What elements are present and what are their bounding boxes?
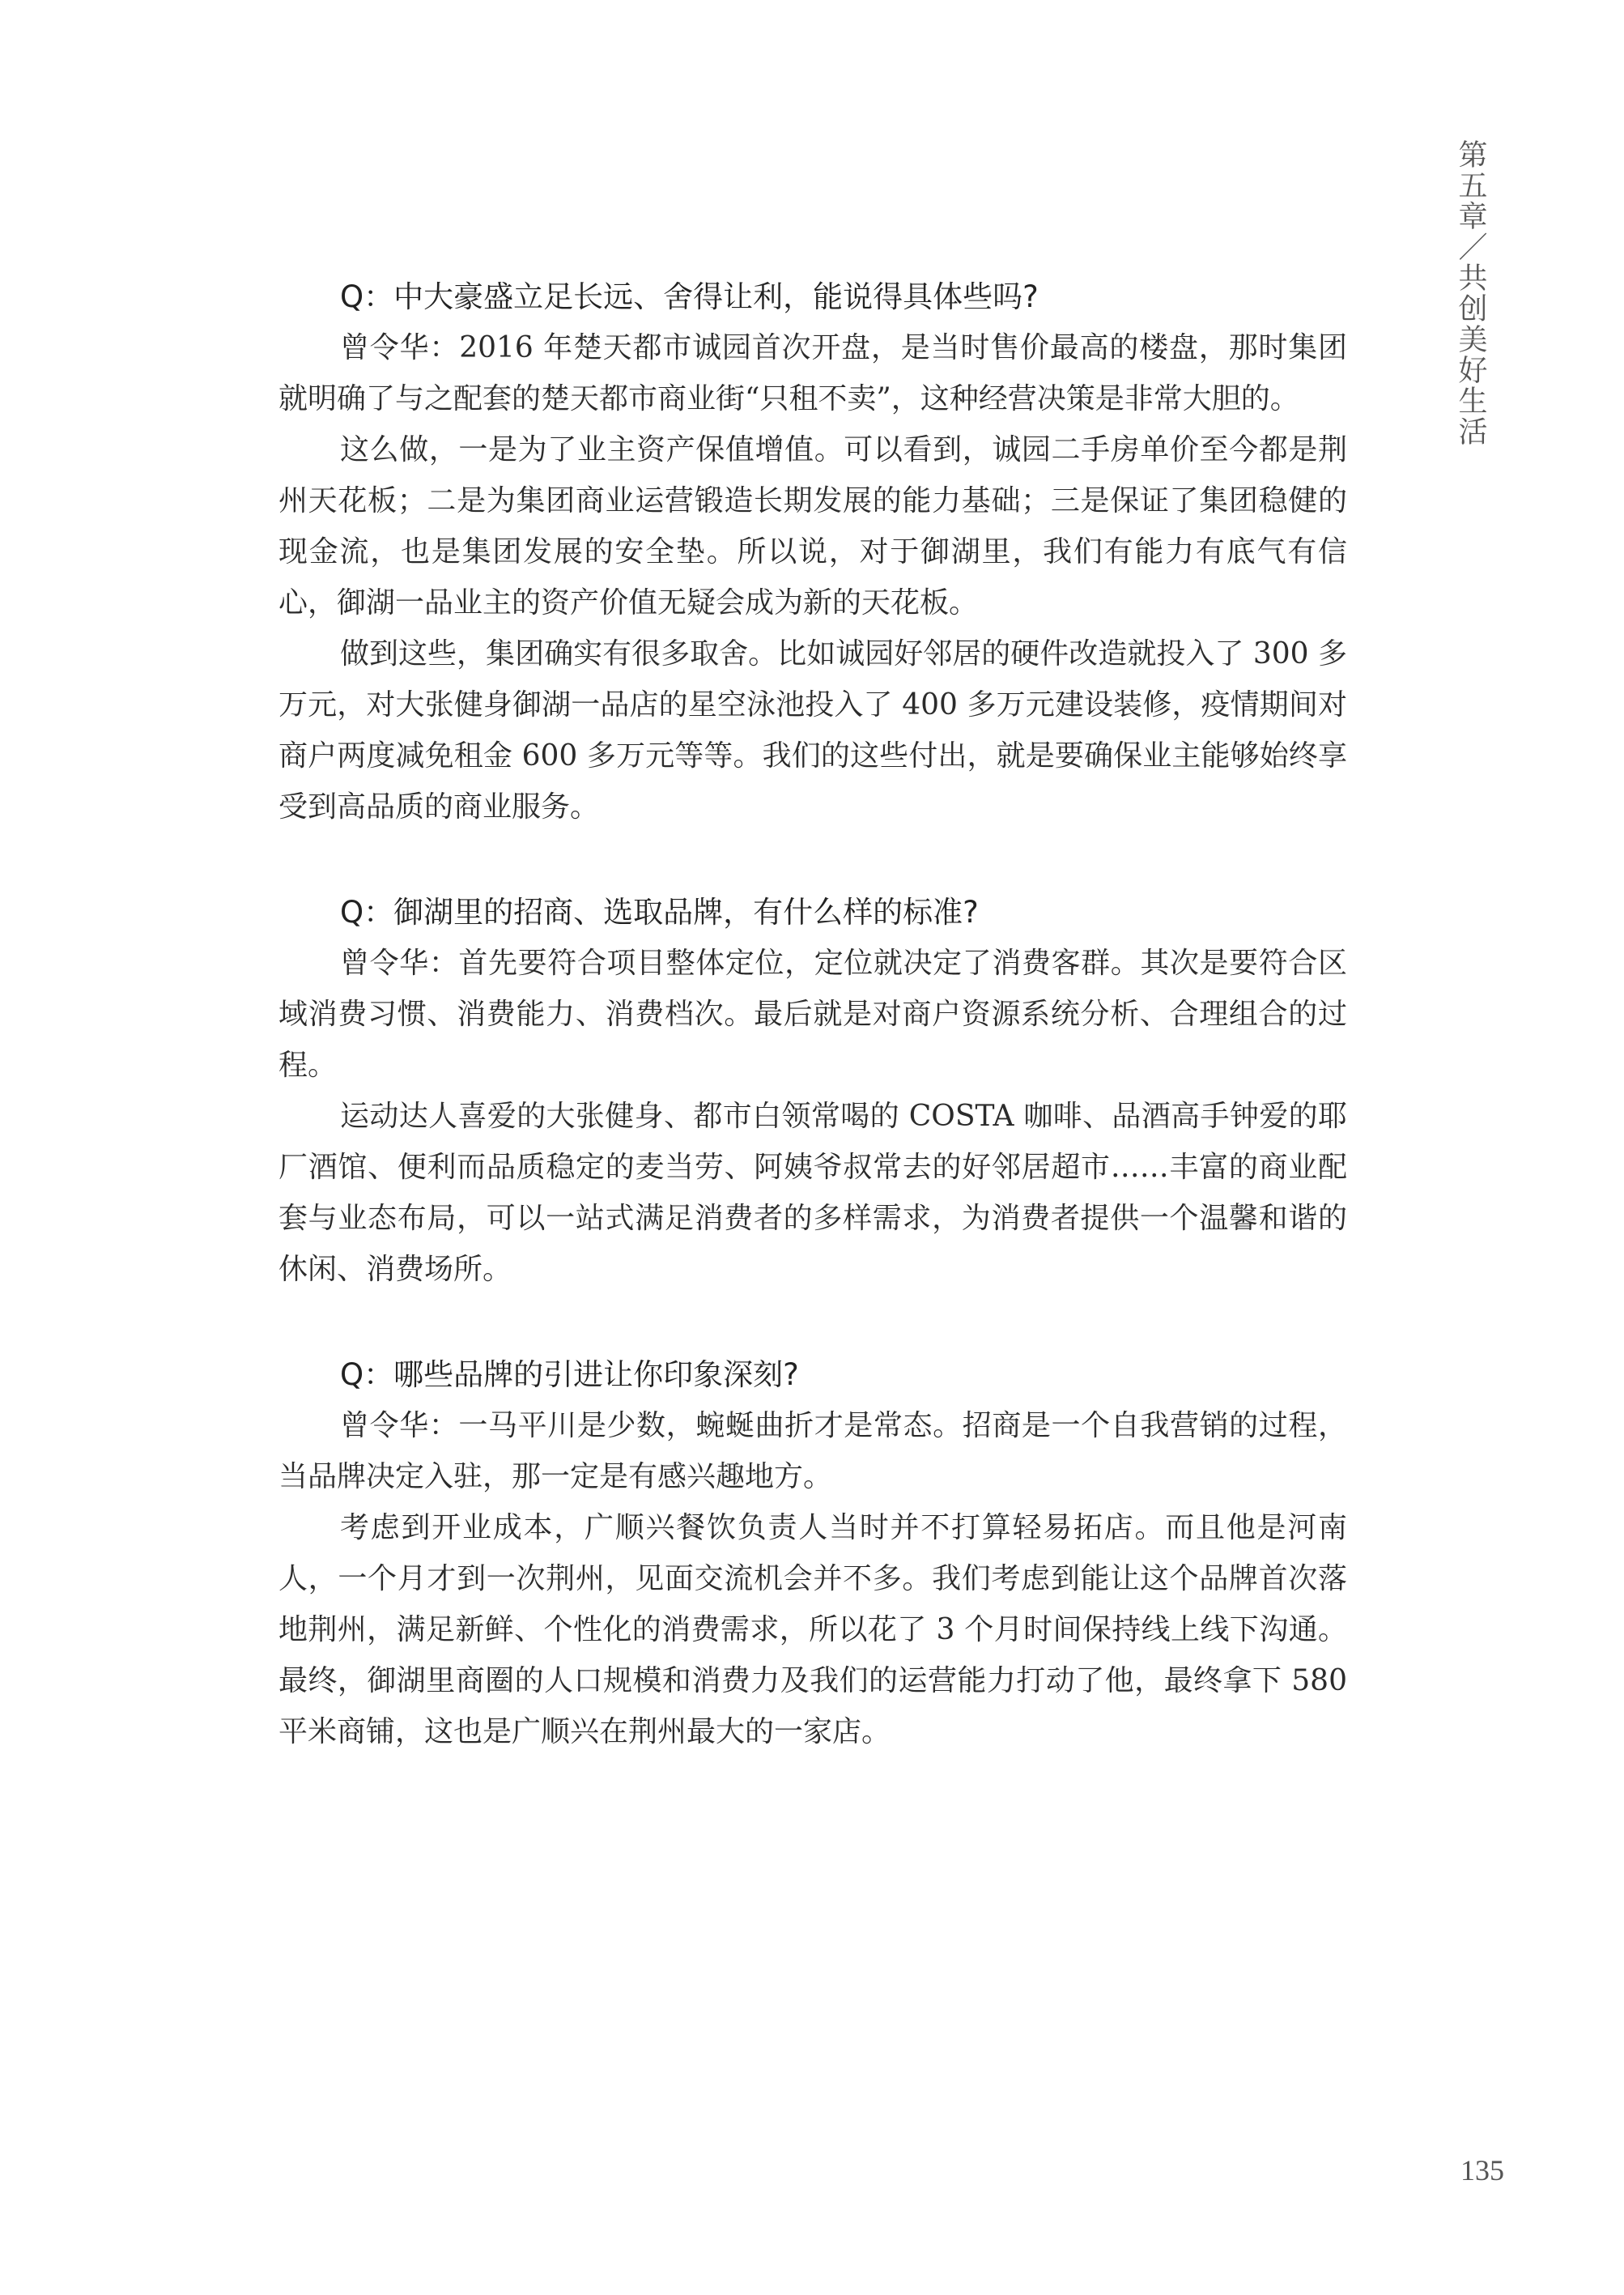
- question-heading: Q：中大豪盛立足长远、舍得让利，能说得具体些吗?: [340, 279, 1039, 314]
- question-heading: Q：御湖里的招商、选取品牌，有什么样的标准?: [340, 895, 979, 930]
- qa-section: [278, 1350, 1347, 1757]
- question-heading: Q：哪些品牌的引进让你印象深刻?: [340, 1357, 799, 1392]
- page-content: [278, 272, 1347, 1757]
- qa-section: [278, 272, 1347, 832]
- answer-paragraph: 运动达人喜爱的大张健身、都市白领常喝的 COSTA 咖啡、品酒高手钟爱的耶厂酒馆、便利而品质稳定的麦当劳、阿姨爷叔常去的好邻居超市……丰富的商业配套与业态布局，可以一站式满足消费者的多样需求，为消费者提供一个温馨和谐的休闲、消费场所。: [278, 1100, 1347, 1286]
- answer-paragraph: 曾令华：2016 年楚天都市诚园首次开盘，是当时售价最高的楼盘，那时集团就明确了与之配套的楚天都市商业街“只租不卖”，这种经营决策是非常大胆的。: [278, 331, 1347, 415]
- running-head: 第五章／共创美好生活: [1454, 139, 1487, 447]
- answer-paragraph: 做到这些，集团确实有很多取舍。比如诚园好邻居的硬件改造就投入了 300 多万元，对大张健身御湖一品店的星空泳池投入了 400 多万元建设装修，疫情期间对商户两度减免租金 600 多万元等等。我们的这些付出，就是要确保业主能够始终享受到高品质的商业服务。: [278, 637, 1347, 824]
- qa-section: [278, 888, 1347, 1295]
- answer-paragraph: 这么做，一是为了业主资产保值增值。可以看到，诚园二手房单价至今都是荆州天花板；二是为集团商业运营锻造长期发展的能力基础；三是保证了集团稳健的现金流，也是集团发展的安全垫。所以说，对于御湖里，我们有能力有底气有信心，御湖一品业主的资产价值无疑会成为新的天花板。: [278, 433, 1347, 620]
- answer-paragraph: 考虑到开业成本，广顺兴餐饮负责人当时并不打算轻易拓店。而且他是河南人，一个月才到一次荆州，见面交流机会并不多。我们考虑到能让这个品牌首次落地荆州，满足新鲜、个性化的消费需求，所以花了 3 个月时间保持线上线下沟通。最终，御湖里商圈的人口规模和消费力及我们的运营能力打动了他，最终拿下 580 平米商铺，这也是广顺兴在荆州最大的一家店。: [278, 1511, 1347, 1748]
- answer-paragraph: 曾令华：一马平川是少数，蜿蜒曲折才是常态。招商是一个自我营销的过程，当品牌决定入驻，那一定是有感兴趣地方。: [278, 1409, 1347, 1493]
- answer-paragraph: 曾令华：首先要符合项目整体定位，定位就决定了消费客群。其次是要符合区域消费习惯、消费能力、消费档次。最后就是对商户资源系统分析、合理组合的过程。: [278, 947, 1347, 1082]
- page-number: 135: [1460, 2154, 1504, 2186]
